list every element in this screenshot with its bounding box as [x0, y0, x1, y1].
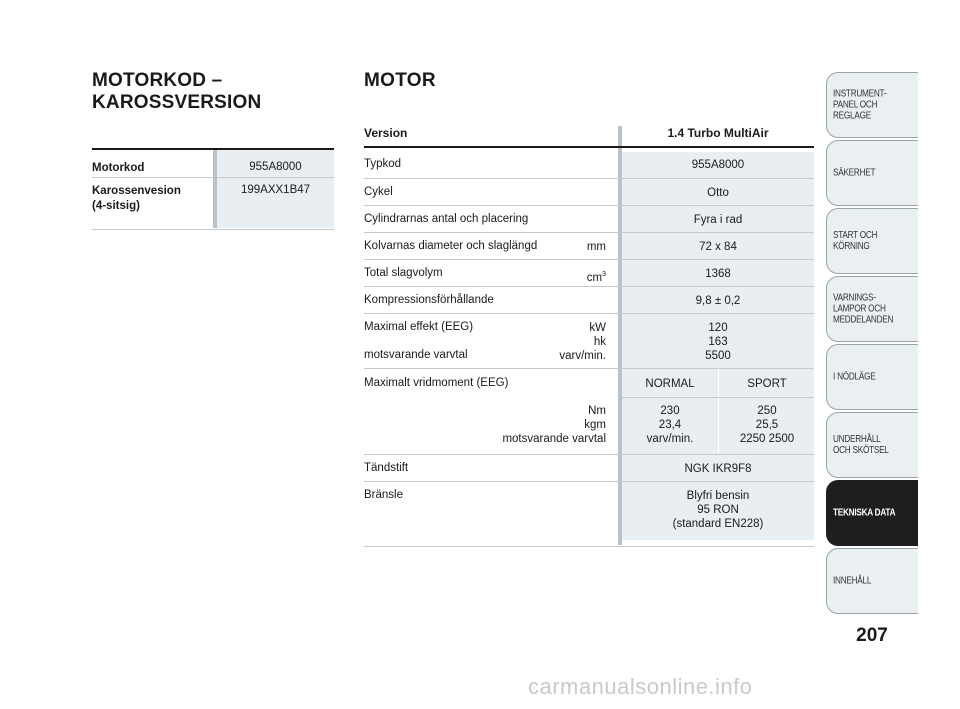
- row-divider: [217, 177, 334, 178]
- row-unit-nm: Nm: [588, 405, 606, 417]
- row-divider: [364, 205, 814, 206]
- row-divider: [622, 397, 814, 398]
- mode-sport-label: SPORT: [747, 378, 787, 390]
- row-value-bransle: Blyfri bensin: [686, 490, 750, 502]
- sport-value: 250: [757, 405, 777, 417]
- row-unit-slagvolym: $cm^3$: [586, 271, 606, 284]
- row-unit-kw: kW: [589, 322, 606, 334]
- row-divider: [364, 232, 814, 233]
- row-divider: [364, 259, 814, 260]
- mode-normal-label: NORMAL: [645, 378, 695, 390]
- row-value-cykel: Otto: [707, 187, 729, 199]
- row-label-cylindrar: Cylindrarnas antal och placering: [364, 213, 529, 225]
- row-unit-kolvar: mm: [586, 241, 606, 253]
- page-number: 207: [856, 625, 888, 646]
- header-version-label: Version: [364, 126, 408, 140]
- row-divider: [364, 178, 814, 179]
- mode-column-divider: [718, 369, 719, 454]
- header-version-value: 1.4 Turbo MultiAir: [667, 126, 769, 140]
- row-value-bransle: 95 RON: [697, 504, 739, 516]
- normal-value: 230: [660, 405, 680, 417]
- row-label-kompression: Kompressionsförhållande: [364, 294, 494, 306]
- tab-sakerhet[interactable]: SÄKERHET: [826, 140, 918, 206]
- row-divider: [364, 313, 814, 314]
- row-value-varv: 5500: [705, 350, 731, 362]
- row-label-typkod: Typkod: [364, 158, 402, 170]
- row-unit-kgm: kgm: [584, 419, 606, 431]
- tab-varningslampor[interactable]: VARNINGS- LAMPOR OCH MEDDELANDEN: [826, 276, 918, 342]
- section-title-motor: MOTOR: [364, 70, 436, 91]
- row-value-typkod: 955A8000: [691, 159, 745, 171]
- row-value-kolvar: 72 x 84: [699, 241, 737, 253]
- row-value-hk: 163: [708, 336, 728, 348]
- tab-innehall[interactable]: INNEHÅLL: [826, 548, 918, 614]
- table-bottom-rule: [92, 229, 334, 230]
- row-divider: [364, 481, 814, 482]
- row-label: Karossenvesion (4-sitsig): [92, 185, 181, 212]
- row-divider: [92, 177, 213, 178]
- row-value-cylindrar: Fyra i rad: [693, 214, 743, 226]
- row-value: 199AXX1B47: [240, 184, 311, 196]
- row-label-vridmoment: Maximalt vridmoment (EEG): [364, 377, 509, 389]
- tab-start-och-korning[interactable]: START OCH KÖRNING: [826, 208, 918, 274]
- normal-value: 23,4: [658, 419, 682, 431]
- row-label-effekt: Maximal effekt (EEG): [364, 321, 474, 333]
- tab-underhall[interactable]: UNDERHÅLL OCH SKÖTSEL: [826, 412, 918, 478]
- row-unit-varvtal: motsvarande varvtal: [502, 433, 606, 445]
- section-title-motorkod: MOTORKOD – KAROSSVERSION: [92, 70, 262, 113]
- tab-i-nodlage[interactable]: I NÖDLÄGE: [826, 344, 918, 410]
- header-rule: [364, 146, 814, 148]
- row-value-slagvolym: 1368: [705, 268, 731, 280]
- row-value-tandstift: NGK IKR9F8: [684, 463, 752, 475]
- row-divider: [364, 286, 814, 287]
- row-divider: [364, 454, 814, 455]
- row-label-kolvar: Kolvarnas diameter och slaglängd: [364, 240, 538, 252]
- row-unit-varv: varv/min.: [559, 350, 606, 362]
- row-sublabel-effekt: motsvarande varvtal: [364, 349, 468, 361]
- sport-value: 25,5: [755, 419, 779, 431]
- row-label: Motorkod: [92, 162, 145, 174]
- row-label-tandstift: Tändstift: [364, 462, 409, 474]
- row-unit-hk: hk: [593, 336, 606, 348]
- row-label-slagvolym: Total slagvolym: [364, 267, 443, 279]
- tab-tekniska-data[interactable]: TEKNISKA DATA: [826, 480, 918, 546]
- row-label-cykel: Cykel: [364, 186, 393, 198]
- normal-value: varv/min.: [646, 433, 694, 445]
- row-divider: [364, 368, 814, 369]
- row-value-bransle: (standard EN228): [672, 518, 764, 530]
- row-value-kw: 120: [708, 322, 728, 334]
- tab-instrumentpanel[interactable]: INSTRUMENT- PANEL OCH REGLAGE: [826, 72, 918, 138]
- row-value-kompression: 9,8 ± 0,2: [695, 295, 741, 307]
- sport-value: 2250 2500: [739, 433, 795, 445]
- row-label-bransle: Bränsle: [364, 489, 403, 501]
- row-value: 955A8000: [249, 161, 302, 173]
- table-bottom-rule: [364, 546, 814, 547]
- watermark: carmanualsonline.info: [528, 674, 753, 699]
